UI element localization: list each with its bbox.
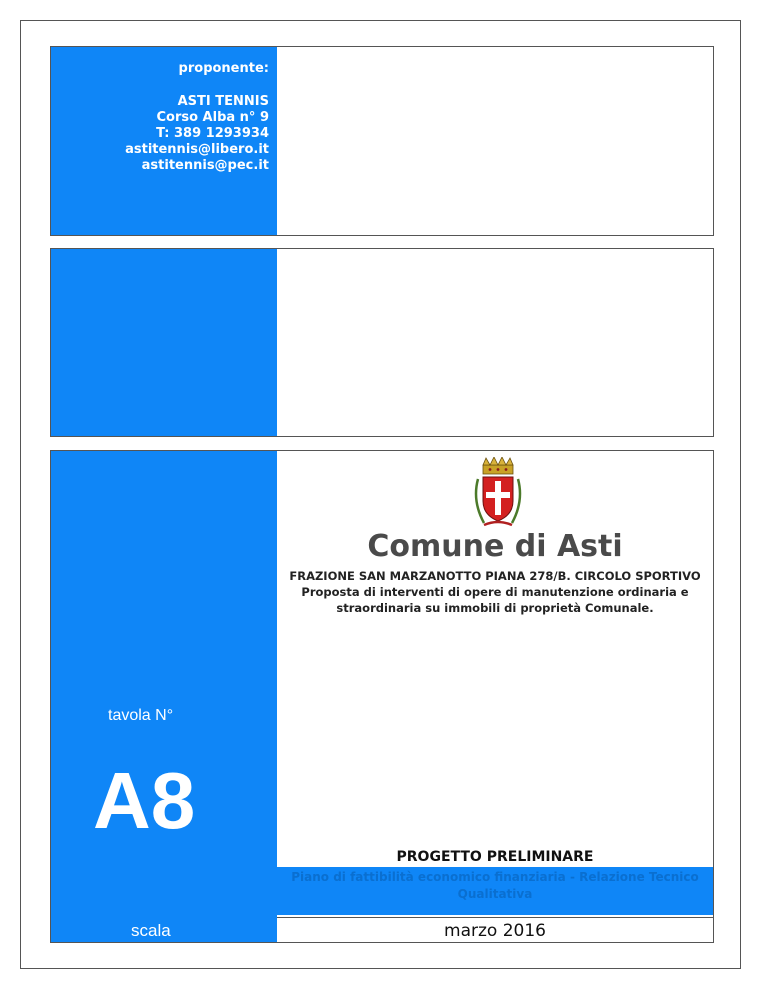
coat-of-arms-icon [470,457,526,531]
document-description-band [277,867,713,915]
tavola-number: A8 [93,756,196,845]
proponent-name: ASTI TENNIS [177,94,269,109]
project-description-line1: Proposta di interventi di opere di manutenzione ordinaria e [301,585,689,599]
proponent-details [125,94,269,174]
document-description-line2: Qualitativa [457,887,533,901]
title-block-sidebar [51,451,277,942]
tavola-label: tavola N° [108,707,174,724]
document-date: marzo 2016 [277,917,713,942]
proponent-email: astitennis@libero.it [125,142,269,157]
project-location: FRAZIONE SAN MARZANOTTO PIANA 278/B. CIRCOLO SPORTIVO [289,569,701,583]
proponent-sidebar [51,47,277,235]
proponent-panel [50,46,714,236]
title-block [50,450,714,943]
project-subtitle [277,568,713,616]
project-description-line2: straordinaria su immobili di proprietà Comunale. [336,601,654,615]
scala-label: scala [131,921,171,940]
proponent-address: Corso Alba n° 9 [156,110,269,125]
empty-panel-sidebar [51,249,277,436]
proponent-pec: astitennis@pec.it [141,158,269,173]
proponent-phone: T: 389 1293934 [156,126,269,141]
title-block-content [277,451,713,942]
empty-panel [50,248,714,437]
document-description-line1: Piano di fattibilità economico finanziaria - Relazione Tecnico [291,870,699,884]
project-phase: PROGETTO PRELIMINARE [396,849,594,865]
page-title: Comune di Asti [367,529,623,564]
proponent-label: proponente: [178,61,269,76]
